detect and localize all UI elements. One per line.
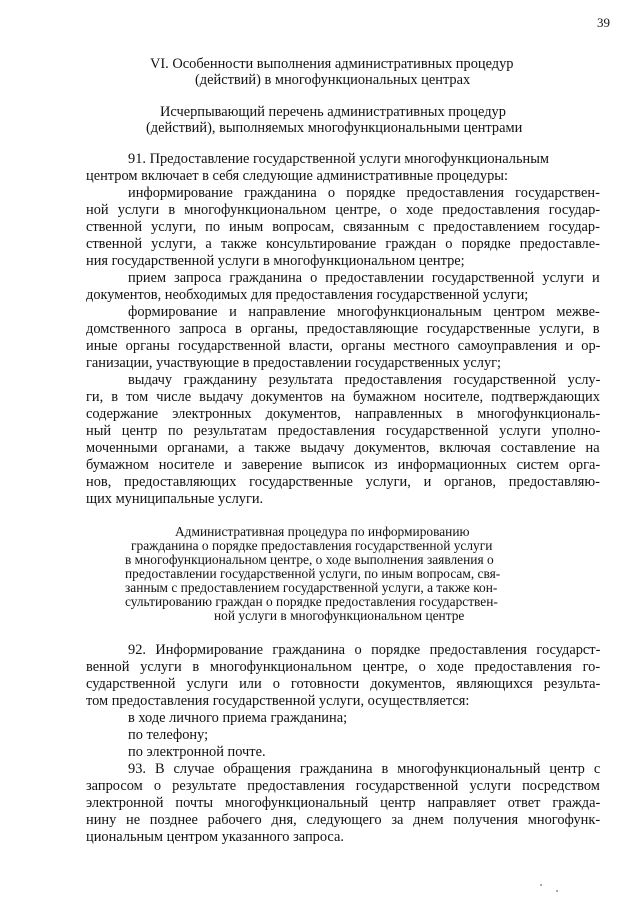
- section-heading-line: (действий) в многофункциональных центрах: [195, 72, 471, 88]
- procedure-heading-line: Административная процедура по информированию: [175, 524, 470, 539]
- scan-speck: [540, 884, 542, 886]
- p92-line: по электронной почте.: [128, 744, 266, 760]
- p91-line: ный центр по результатам предоставления государственной услуги уполно-: [86, 423, 601, 439]
- p91-line: моченными органами, а также выдачу документов, включая составление на: [86, 440, 600, 456]
- p91-line: бумажном носителе и заверение выписок из информационных систем орга-: [86, 457, 601, 473]
- p91-line: домственного запроса в органы, предоставляющие государственные услуги, в: [86, 321, 600, 337]
- procedure-heading-line: в многофункциональном центре, о ходе выполнения заявления о: [125, 552, 494, 567]
- procedure-heading-line: предоставлении государственной услуги, по иным вопросам, свя-: [125, 566, 501, 581]
- p91-line: ги, в том числе выдачу документов на бумажном носителе, подтверждающих: [86, 389, 600, 405]
- p92-line: 92. Информирование гражданина о порядке предоставления государст-: [128, 642, 601, 658]
- p91-line: содержание электронных документов, направленных в многофункциональ-: [86, 406, 601, 422]
- p91-line: прием запроса гражданина о предоставлении государственной услуги и: [128, 270, 600, 286]
- p91-line: иные органы государственной власти, органы местного самоуправления и ор-: [86, 338, 601, 354]
- procedure-heading-line: занным с предоставлением государственной услуги, а также кон-: [125, 580, 498, 595]
- p91-line: 91. Предоставление государственной услуги многофункциональным: [128, 151, 549, 167]
- p91-line: ственной услуги, по иным вопросам, связанным с предоставлением государ-: [86, 219, 600, 235]
- p91-line: щих муниципальные услуги.: [86, 491, 264, 507]
- p93-line: циональным центром указанного запроса.: [86, 829, 344, 845]
- p91-line: центром включает в себя следующие административные процедуры:: [86, 168, 508, 184]
- p91-line: ственной услуги, а также консультирование граждан о порядке предоставле-: [86, 236, 600, 252]
- scan-speck: [556, 890, 558, 892]
- list-heading-line: (действий), выполняемых многофункциональными центрами: [146, 120, 523, 136]
- p93-line: нину не позднее рабочего дня, следующего за днем получения многофунк-: [86, 812, 601, 828]
- p91-line: нов, предоставляющих государственные услуги, и органов, предоставляю-: [86, 474, 600, 490]
- p91-line: выдачу гражданину результата предоставления государственной услу-: [128, 372, 601, 388]
- section-heading-line: VI. Особенности выполнения административных процедур: [150, 56, 514, 72]
- p91-line: ганизации, участвующие в предоставлении государственных услуг;: [86, 355, 502, 371]
- p92-line: том предоставления государственной услуги, осуществляется:: [86, 693, 470, 709]
- p91-line: ния государственной услуги в многофункциональном центре;: [86, 253, 465, 269]
- list-heading-line: Исчерпывающий перечень административных процедур: [160, 104, 506, 120]
- p91-line: ной услуги в многофункциональном центре, о ходе предоставления государ-: [86, 202, 601, 218]
- procedure-heading-line: ной услуги в многофункциональном центре: [214, 608, 465, 623]
- p93-line: электронной почты многофункциональный центр направляет ответ гражда-: [86, 795, 601, 811]
- p92-line: в ходе личного приема гражданина;: [128, 710, 348, 726]
- p92-line: по телефону;: [128, 727, 209, 743]
- p92-line: сударственной услуги или о готовности документов, являющихся результа-: [86, 676, 601, 692]
- procedure-heading-line: гражданина о порядке предоставления государственной услуги: [131, 538, 493, 553]
- page-number: 39: [597, 15, 610, 30]
- p91-line: формирование и направление многофункциональным центром межве-: [128, 304, 600, 320]
- procedure-heading-line: сультированию граждан о порядке предоставления государствен-: [125, 594, 498, 609]
- p92-line: венной услуги в многофункциональном центре, о ходе предоставления го-: [86, 659, 601, 675]
- p93-line: запросом о результате предоставления государственной услуги посредством: [86, 778, 600, 794]
- p93-line: 93. В случае обращения гражданина в многофункциональный центр с: [128, 761, 601, 777]
- p91-line: информирование гражданина о порядке предоставления государствен-: [128, 185, 600, 201]
- p91-line: документов, необходимых для предоставления государственной услуги;: [86, 287, 529, 303]
